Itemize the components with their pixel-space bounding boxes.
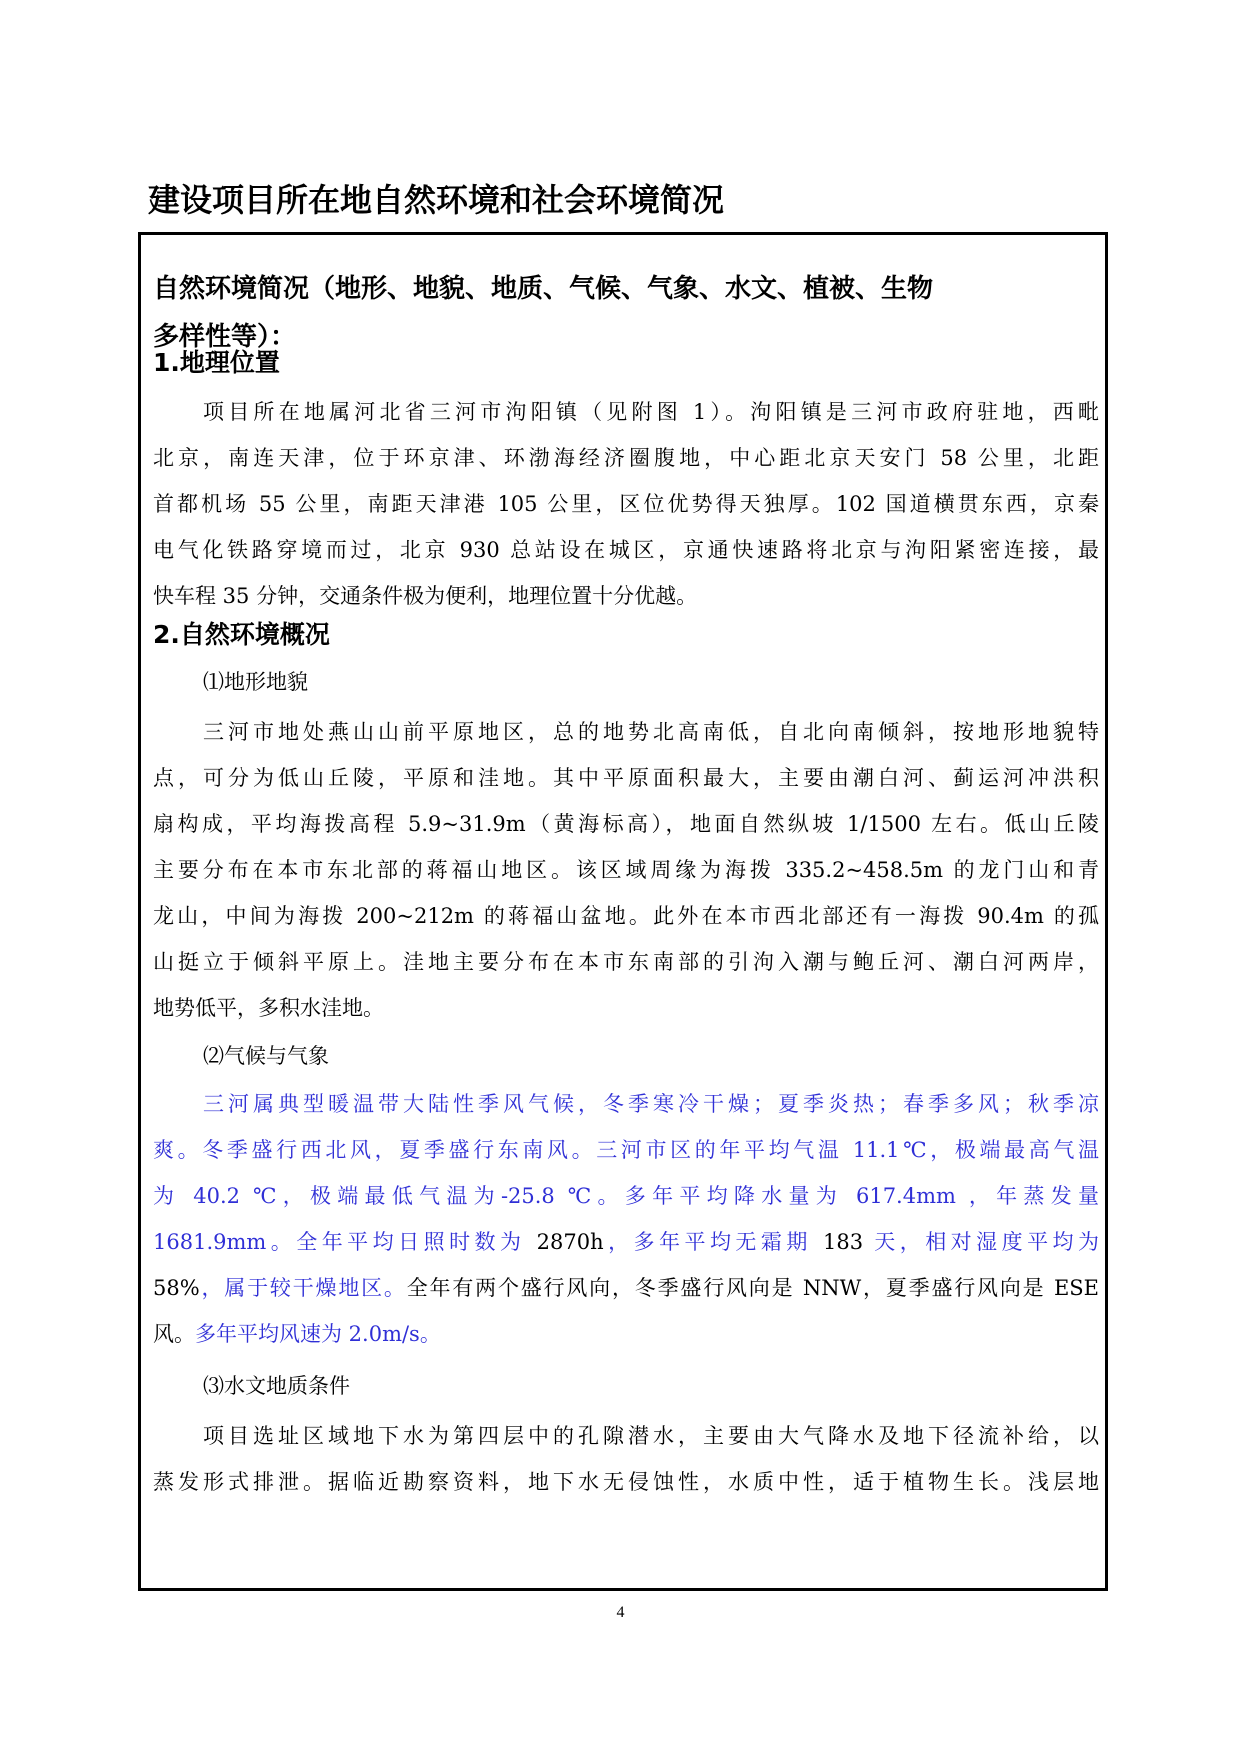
text-fragment: ，多年平均无霜期	[603, 1230, 812, 1254]
page-title: 建设项目所在地自然环境和社会环境简况	[148, 181, 725, 219]
text-line	[153, 1219, 1099, 1265]
text-line: 三河属典型暖温带大陆性季风气候，冬季寒冷干燥；夏季炎热；春季多风；秋季凉	[203, 1092, 1099, 1116]
section-title-natural-environment: 2.自然环境概况	[153, 620, 330, 649]
paragraph-hydrogeology	[153, 1413, 1099, 1505]
text-line: 扇构成，平均海拨高程 5.9~31.9m（黄海标高），地面自然纵坡 1/1500 左右。低山丘陵	[153, 812, 1099, 836]
text-fragment: 多年平均风速为 2.0m/s。	[195, 1322, 441, 1346]
text-fragment: 183	[823, 1230, 864, 1254]
subsection-title-hydrogeology: ⑶水文地质条件	[203, 1374, 350, 1398]
text-fragment: 风。	[153, 1322, 195, 1346]
text-line: 蒸发形式排泄。据临近勘察资料，地下水无侵蚀性，水质中性，适于植物生长。浅层地	[153, 1470, 1099, 1494]
text-line: 北京，南连天津，位于环京津、环渤海经济圈腹地，中心距北京天安门 58 公里，北距	[153, 446, 1099, 470]
text-line: 电气化铁路穿境而过，北京 930 总站设在城区，京通快速路将北京与泃阳紧密连接，最	[153, 538, 1099, 562]
subsection-title-terrain: ⑴地形地貌	[203, 670, 308, 694]
text-line	[153, 1265, 1099, 1311]
box-heading	[153, 265, 1093, 361]
text-fragment: 58%	[153, 1276, 200, 1300]
paragraph-location	[153, 389, 1099, 619]
text-line: 项目选址区域地下水为第四层中的孔隙潜水，主要由大气降水及地下径流补给，以	[203, 1424, 1099, 1448]
text-fragment: 天，相对湿度平均为	[874, 1230, 1100, 1254]
paragraph-terrain	[153, 709, 1099, 1031]
text-fragment: 2870h	[536, 1230, 604, 1254]
text-line: 山挺立于倾斜平原上。洼地主要分布在本市东南部的引泃入潮与鲍丘河、潮白河两岸，	[153, 950, 1099, 974]
text-line	[153, 1311, 1099, 1357]
text-fragment: ，属于较干燥地区。	[199, 1276, 407, 1300]
text-line: 地势低平，多积水洼地。	[153, 996, 384, 1020]
box-heading-line-1: 自然环境简况（地形、地貌、地质、气候、气象、水文、植被、生物	[153, 274, 934, 304]
text-line: 主要分布在本市东北部的蒋福山地区。该区域周缘为海拨 335.2~458.5m 的龙门山和青	[153, 858, 1099, 882]
subsection-title-climate: ⑵气候与气象	[203, 1044, 329, 1068]
text-line: 项目所在地属河北省三河市泃阳镇（见附图 1）。泃阳镇是三河市政府驻地，西毗	[203, 400, 1099, 424]
text-fragment: 1681.9mm。全年平均日照时数为	[153, 1230, 526, 1254]
box-heading-line-2: 多样性等）：	[153, 322, 297, 352]
text-line: 点，可分为低山丘陵，平原和洼地。其中平原面积最大，主要由潮白河、蓟运河冲洪积	[153, 766, 1099, 790]
text-line: 三河市地处燕山山前平原地区，总的地势北高南低，自北向南倾斜，按地形地貌特	[203, 720, 1099, 744]
text-line: 为 40.2 ℃，极端最低气温为-25.8 ℃。多年平均降水量为 617.4mm ，年蒸发量	[153, 1184, 1099, 1208]
section-title-location: 1.地理位置	[153, 348, 280, 377]
content-box	[138, 232, 1108, 1591]
page-number: 4	[616, 1604, 625, 1621]
text-line: 快车程 35 分钟，交通条件极为便利，地理位置十分优越。	[153, 584, 698, 608]
text-line: 首都机场 55 公里，南距天津港 105 公里，区位优势得天独厚。102 国道横贯东西，京秦	[153, 492, 1099, 516]
text-line: 爽。冬季盛行西北风，夏季盛行东南风。三河市区的年平均气温 11.1℃，极端最高气温	[153, 1138, 1099, 1162]
text-line: 龙山，中间为海拨 200~212m 的蒋福山盆地。此外在本市西北部还有一海拨 90.4m 的孤	[153, 904, 1099, 928]
paragraph-climate	[153, 1081, 1099, 1357]
text-fragment: 全年有两个盛行风向，冬季盛行风向是 NNW，夏季盛行风向是 ESE	[406, 1276, 1099, 1300]
